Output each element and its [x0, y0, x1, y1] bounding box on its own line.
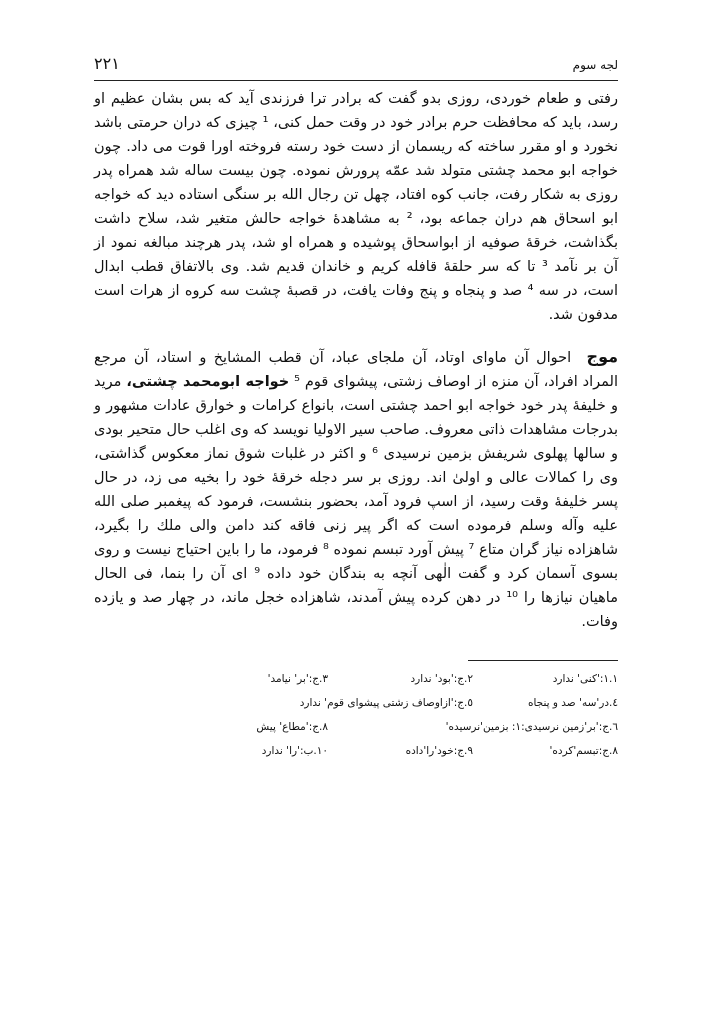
footnote-10: ١٠.ب:'را' ندارد	[261, 745, 328, 757]
footnote-3: ٣.ج:'بر' نیامد'	[267, 673, 328, 685]
paragraph-1	[94, 87, 618, 327]
chapter-title: لجه سوم	[572, 58, 618, 72]
footnote-6: ٦.ج:'بر'زمین نرسیدی:١: بزمین'نرسیده'	[445, 721, 618, 733]
footnote-1: ١.١:'کنی' ندارد	[552, 673, 618, 685]
mawj-heading: موج	[586, 347, 619, 366]
footnote-8: ٨.ج:تبسم'کرده'	[549, 745, 618, 757]
page-number: ۲۲۱	[94, 54, 120, 73]
footnote-row	[94, 667, 618, 691]
paragraph-2-text	[94, 345, 618, 634]
footnote-row	[94, 739, 618, 763]
paragraph-2-part-a: احوال آن ماوای اوتاد، آن ملجای عباد، آن قطب المشایخ و استاد، آن مرجع المراد افراد، آن منزه از اوصاف زشتی، پیشوای قوم ⁵	[94, 350, 618, 390]
footnote-row	[94, 715, 618, 739]
document-page	[94, 54, 618, 763]
paragraph-1-text: رفتی و طعام خوردی، روزی بدو گفت که برادر ترا فرزندی آید که بس بشان عظیم او رسد، باید که محافظت حرم برادر خود در وقت حمل کنی، ¹ چیزی که دران حرمتی باشد نخورد و او مقرر ساخته که ریسمان از دست خود رسته فروخته اورا قوت می داد. چون خواجه ابو محمد چشتی متولد شد عمّه پرورش نموده. چون بیست ساله شد همراه پدر روزی به شکار رفت، جانب کوه افتاد، چهل تن رجال الله بر سنگی استاده دید که خواجه ابو اسحاق هم دران جماعه بود، ² به مشاهدۀ خواجه حالش متغیر شد، سلاح داشت بگذاشت، خرقۀ صوفیه از ابواسحاق پوشیده و همراه او شد، پدر هرچند مبالغه نمود از آن بر نآمد ³ تا که سر حلقۀ قافله کریم و خاندان قدیم شد. وی بالاتفاق قطب ابدال است، در سه ⁴ صد و پنجاه و پنج وفات یافت، در قصبۀ چشت سه کروه از هرات است مدفون شد.	[94, 91, 619, 323]
footnote-2: ٢.ج:'بود' ندارد	[410, 673, 473, 685]
footnote-row	[94, 691, 618, 715]
page-header	[94, 54, 618, 78]
header-rule	[94, 80, 618, 81]
footnote-7: ٨.ج:'مطاع' پیش	[256, 721, 328, 733]
footnote-4: ٤.در'سه' صد و پنجاه	[527, 697, 618, 709]
saint-name: خواجه ابومحمد چشتی،	[126, 374, 290, 390]
paragraph-2-part-b: مرید و خلیفۀ پدر خود خواجه ابو احمد چشتی است، بانواع کرامات و خوارق عادات مشهور و بدرجات مشاهدات ذاتی معروف. صاحب سیر الاولیا نویسد که وی اغلب حال متحیر بودی و سالها پهلوی شریفش بزمین نرسیدی ⁶ و اکثر در غلبات شوق نماز معکوس گذاشتی، وی را کمالات عالی و اولیٰ اند. روزی بر سر دجله خرقۀ خود را بخیه می زد، در حال پسر خلیفۀ وقت رسید، از اسپ فرود آمد، بحضور بنشست، فرمود که پیغمبر صلی الله علیه وآله وسلم فرموده است که اگر پیر زنی فاقه کند دامن والی ملك را بگیرد، شاهزاده نیاز گران متاع ⁷ پیش آورد تبسم نموده ⁸ فرمود، ما را باین احتیاج نیست و روی بسوی آسمان کرد و گفت الٰهی آنچه به بندگان خود داده ⁹ ای آن را بنما، فی الحال ماهیان نیازها را ¹⁰ در دهن کرده پیش آمدند، شاهزاده خجل ماند، در چهار صد و یازده وفات.	[94, 374, 619, 630]
paragraph-2	[94, 345, 618, 634]
footnote-5: ٥.ج:'ازاوصاف زشتی پیشوای قوم' ندارد	[299, 697, 473, 709]
footnotes	[94, 667, 618, 763]
footnote-rule	[468, 660, 618, 661]
footnote-9: ٩.ج:خود'را'داده	[405, 745, 473, 757]
